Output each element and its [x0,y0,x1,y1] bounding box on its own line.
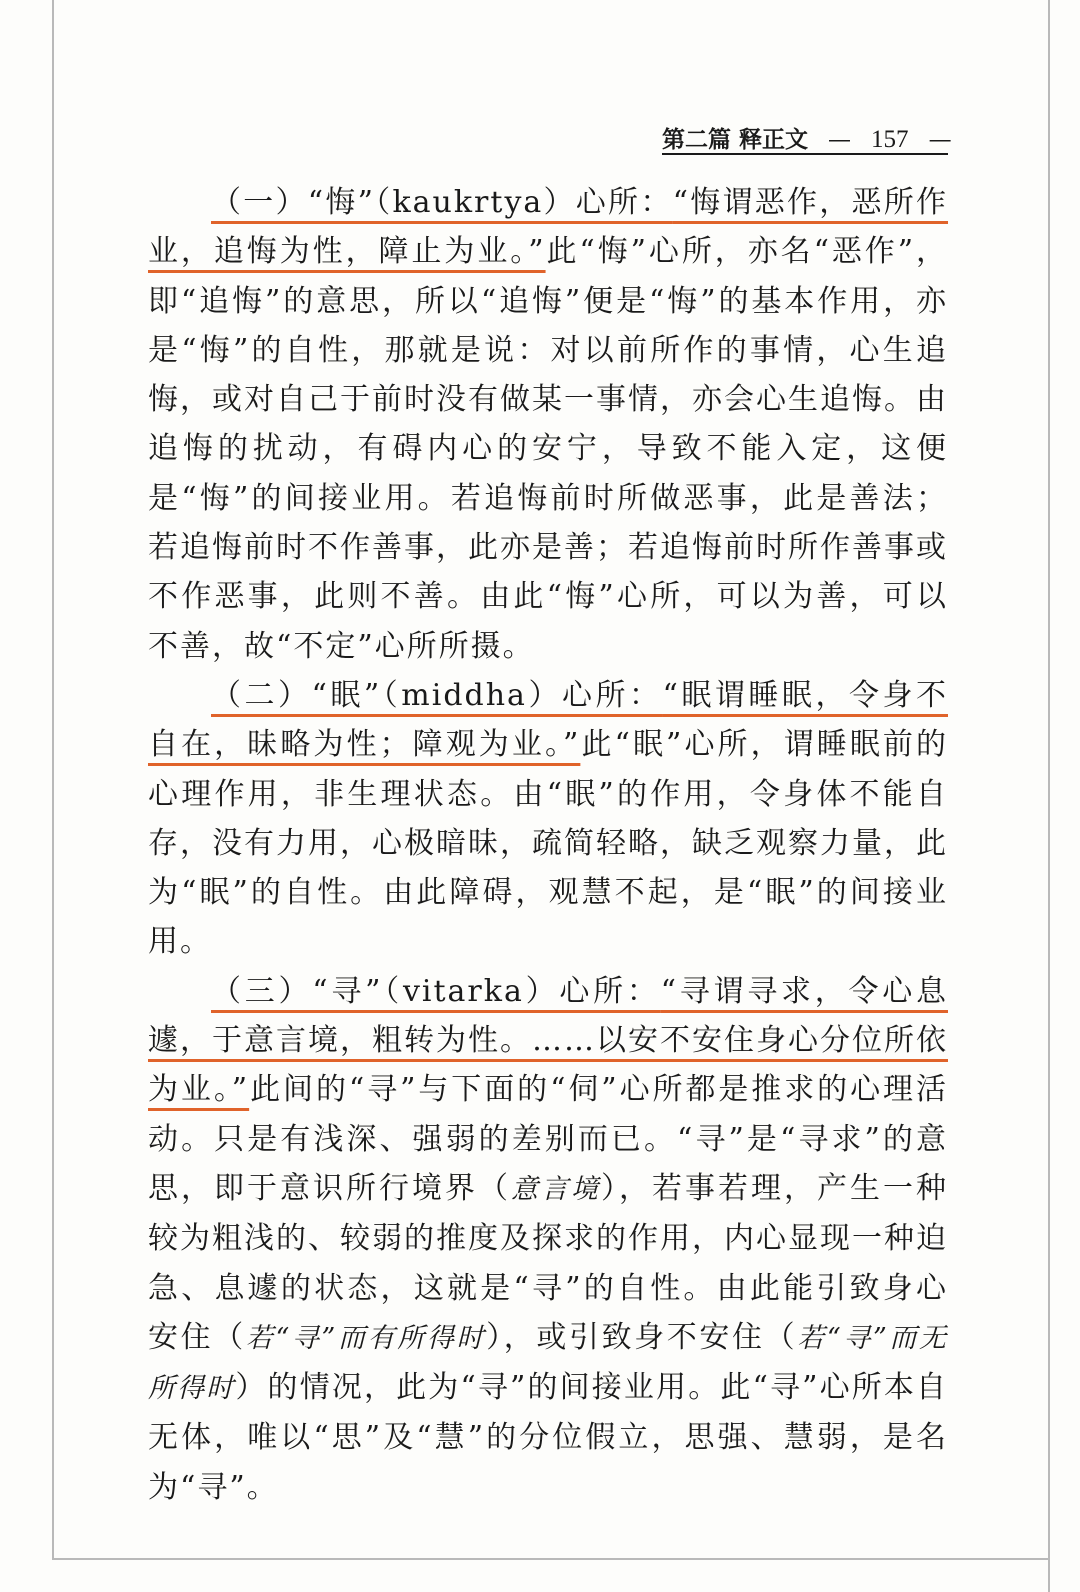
page-number: 157 [871,126,909,153]
explanation: 此“悔”心所，亦名“恶作”，即“追悔”的意思，所以“追悔”便是“悔”的基本作用，亦是“悔”的自性，那就是说：对以前所作的事情，心生追悔，或对自己于前时没有做某一事情，亦会心生追悔。由追悔的扰动，有碍内心的安宁，导致不能入定，这便是“悔”的间接业用。若追悔前时所做恶事，此是善法；若追悔前时不作善事，此亦是善；若追悔前时所作善事或不作恶事，此则不善。由此“悔”心所，可以为善，可以不善，故“不定”心所所摄。 [148,234,948,664]
explanation: 此“眠”心所，谓睡眠前的心理作用，非生理状态。由“眠”的作用，令身体不能自存，没有力用，心极暗昧，疏简轻略，缺乏观察力量，此为“眠”的自性。由此障碍，观慧不起，是“眠”的间接业用。 [148,727,948,960]
page-edge-left [52,0,54,1560]
explanation: 此间的“寻”与下面的“伺”心所都是推求的心理活动。只是有浅深、强弱的差别而已。“寻”是“寻求”的意思，即于意识所行境界（ [148,1072,948,1206]
page-edge-right [1048,0,1050,1592]
explanation: ），若事若理，产生一种较为粗浅的、较弱的推度及探求的作用，内心显现一种迫急、息遽的状态，这就是“寻”的自性。由此能引致身心安住（ [148,1170,948,1355]
definition-quote: “眠谓睡眠，令身不自在，昧略为性；障观为业。” [148,677,948,763]
term-label: （一）“悔”（kaukrtya）心所： [211,185,673,220]
explanation: ）的情况，此为“寻”的间接业用。此“寻”心所本自无体，唯以“思”及“慧”的分位假立，思强、慧弱，是名为“寻”。 [148,1370,948,1505]
definition-quote: “寻谓寻求，令心息遽，于意言境，粗转为性。……以安不安住身心分位所依为业。” [148,973,948,1108]
paragraph-xun [148,967,948,1512]
page-edge-bottom [52,1558,1048,1560]
section-title: 第二篇 释正文 [662,126,809,153]
header-dash-right: — [928,127,952,153]
inline-note: 若“寻”而有所得时 [245,1322,487,1354]
running-header [662,121,952,153]
body-text [148,178,948,1512]
explanation: ），或引致身不安住（ [486,1319,798,1355]
term-label: （三）“寻”（vitarka）心所： [211,973,661,1009]
header-rule [662,153,948,155]
inline-note: 若“寻”而无所得时 [148,1322,949,1405]
header-dash-left: — [828,127,852,153]
definition-quote: “悔谓恶作，恶所作业，追悔为性，障止为业。” [148,185,949,270]
term-label: （二）“眠”（middha）心所： [211,677,663,713]
inline-note: 意言境 [511,1173,601,1205]
paragraph-mian [148,671,948,967]
paragraph-hui [148,178,948,671]
